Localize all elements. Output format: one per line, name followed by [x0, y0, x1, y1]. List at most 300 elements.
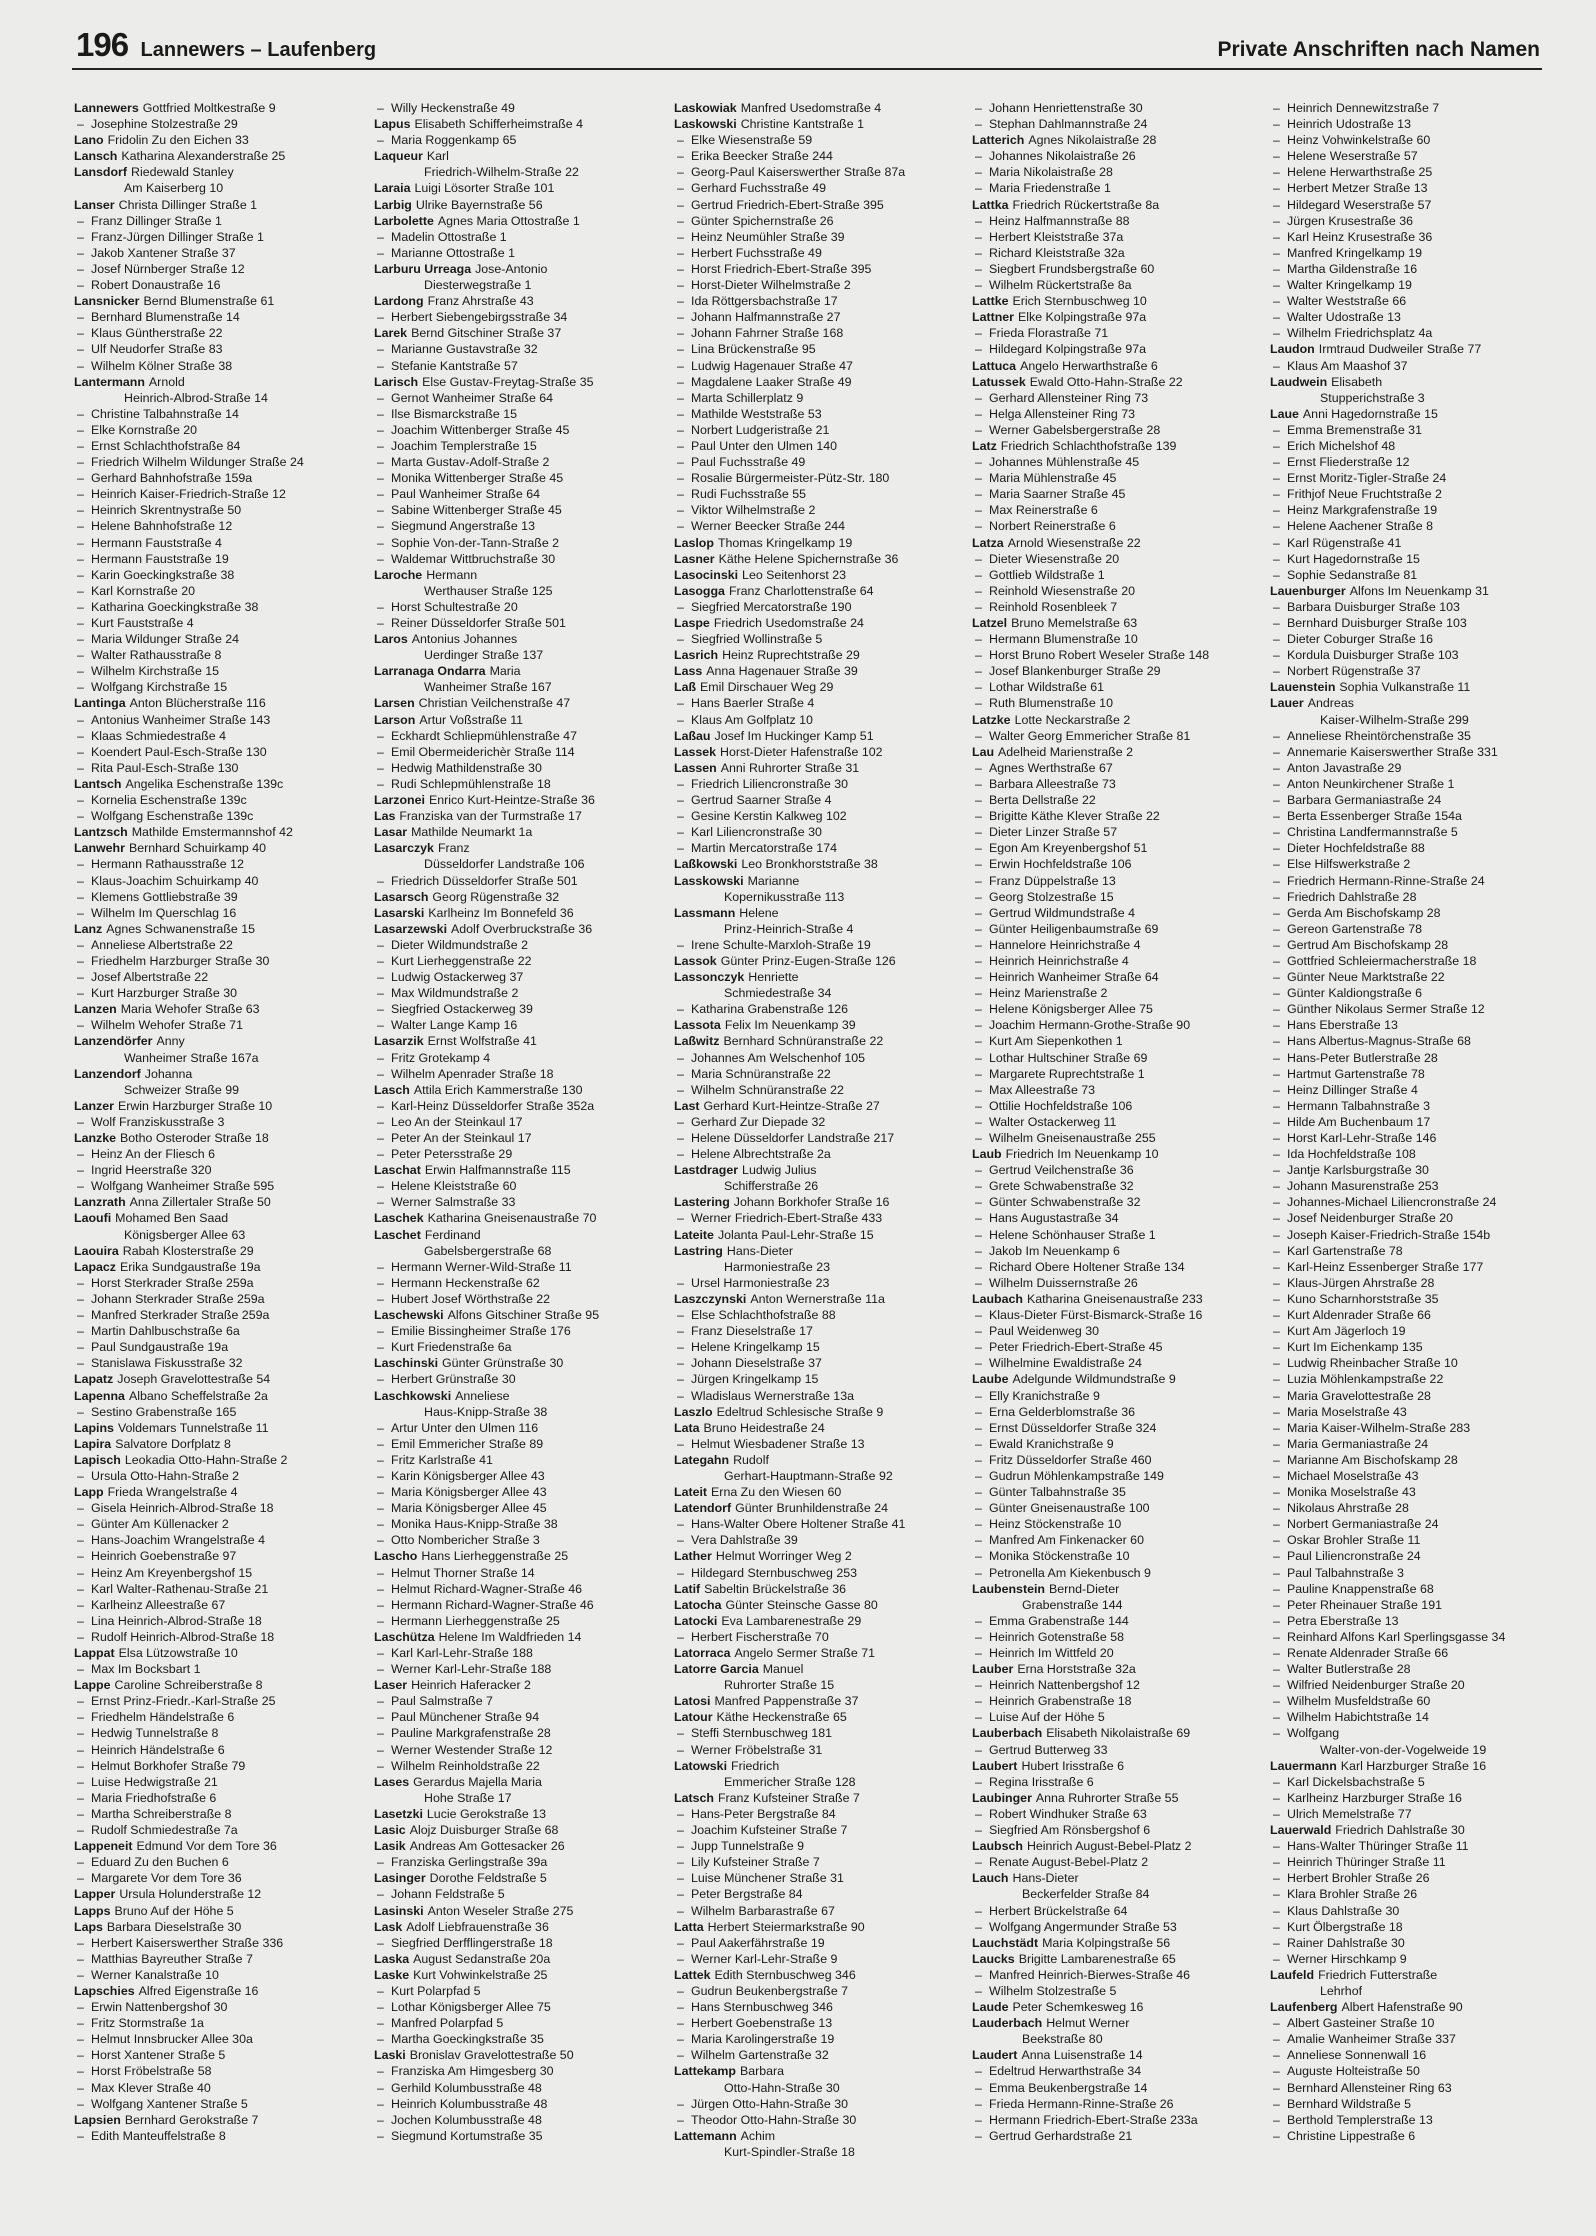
entry-text: Jürgen Otto-Hahn-Straße 30 — [691, 2096, 849, 2111]
entry-text: Maria Roggenkamp 65 — [391, 133, 517, 148]
entry-text: Heinz Halfmannstraße 88 — [989, 213, 1130, 228]
entry-text: Günter Kaldiongstraße 6 — [1287, 986, 1422, 1001]
dash-marker: – — [1273, 1790, 1280, 1805]
surname: Lasic — [374, 1823, 406, 1838]
person-entry — [1270, 808, 1560, 824]
surname: Laslop — [674, 535, 714, 550]
entry-text: Anna Hagenauer Straße 39 — [706, 664, 858, 679]
person-entry — [972, 1806, 1262, 1822]
person-entry — [1270, 454, 1560, 470]
entry-text: Luise Hedwigstraße 21 — [91, 1774, 218, 1789]
entry-text: Josef Im Huckinger Kamp 51 — [714, 728, 874, 743]
entry-text: Helmut Worringer Weg 2 — [715, 1549, 852, 1564]
person-entry — [972, 2080, 1262, 2096]
dash-marker: – — [77, 2096, 84, 2111]
entry-text: Maria Königsberger Allee 43 — [391, 1485, 547, 1500]
dash-marker: – — [77, 889, 84, 904]
surname: Latour — [674, 1710, 713, 1725]
entry-text: Manfred Usedomstraße 4 — [740, 101, 882, 115]
dash-marker: – — [1273, 1420, 1280, 1435]
person-entry — [1270, 1468, 1560, 1484]
dash-marker: – — [1273, 101, 1280, 115]
dash-marker: – — [377, 1275, 384, 1290]
surname: Lauderbach — [972, 2016, 1043, 2031]
entry-text: Luzia Möhlenkampstraße 22 — [1287, 1372, 1444, 1387]
surname-entry — [674, 1790, 964, 1806]
entry-text: Karl Dickelsbachstraße 5 — [1287, 1774, 1425, 1789]
dash-marker: – — [677, 696, 684, 711]
surname: Lasarzewski — [374, 921, 448, 936]
person-entry — [1270, 1371, 1560, 1387]
surname: Lauberbach — [972, 1726, 1043, 1741]
dash-marker: – — [77, 1629, 84, 1644]
dash-marker: – — [975, 648, 982, 663]
entry-text: Johannes Mühlenstraße 45 — [989, 455, 1140, 470]
entry-text: Thomas Kringelkamp 19 — [717, 535, 853, 550]
person-entry — [674, 2015, 964, 2031]
dash-marker: – — [975, 953, 982, 968]
surname: Laucks — [972, 1951, 1015, 1966]
dash-marker: – — [1273, 1485, 1280, 1500]
dash-marker: – — [77, 760, 84, 775]
dash-marker: – — [975, 970, 982, 985]
entry-text: Peter Friedrich-Ebert-Straße 45 — [989, 1340, 1163, 1355]
person-entry — [374, 2063, 664, 2079]
dash-marker: – — [377, 1710, 384, 1725]
entry-text: Marta Schillerplatz 9 — [691, 390, 804, 405]
person-entry — [74, 213, 364, 229]
person-entry — [674, 164, 964, 180]
person-entry — [1270, 2128, 1560, 2144]
dash-marker: – — [677, 406, 684, 421]
entry-text: Henriette — [748, 970, 799, 985]
dash-marker: – — [1273, 857, 1280, 872]
surname: Lanzendorf — [74, 1066, 141, 1081]
entry-text: Achim — [740, 2128, 776, 2143]
surname: Lantsch — [74, 776, 122, 791]
person-entry — [972, 1774, 1262, 1790]
entry-text: Herbert Grünstraße 30 — [391, 1372, 516, 1387]
person-entry — [1270, 1919, 1560, 1935]
person-entry — [374, 1130, 664, 1146]
person-entry — [1270, 1565, 1560, 1581]
person-entry — [674, 1210, 964, 1226]
person-entry — [374, 615, 664, 631]
dash-marker: – — [377, 1983, 384, 1998]
person-entry — [674, 197, 964, 213]
dash-marker: – — [975, 1002, 982, 1017]
dash-marker: – — [1273, 422, 1280, 437]
dash-marker: – — [77, 664, 84, 679]
surname-entry — [374, 663, 664, 679]
surname: Laske — [374, 1967, 410, 1982]
dash-marker: – — [77, 616, 84, 630]
surname-entry — [972, 293, 1262, 309]
entry-text: Antonius Johannes — [411, 632, 518, 647]
surname: Lantermann — [74, 374, 145, 389]
entry-text: Andreas Am Gottesacker 26 — [409, 1839, 565, 1854]
person-entry — [74, 1951, 364, 1967]
address-continuation — [74, 390, 364, 406]
person-entry — [1270, 551, 1560, 567]
entry-text: Bernhard Schnüranstraße 22 — [723, 1034, 884, 1049]
entry-text: Karl Karl-Lehr-Straße 188 — [391, 1646, 533, 1660]
person-entry — [74, 2015, 364, 2031]
dash-marker: – — [1273, 1839, 1280, 1854]
entry-text: Ilse Bismarckstraße 15 — [391, 406, 518, 421]
dash-marker: – — [1273, 937, 1280, 952]
person-entry — [374, 470, 664, 486]
person-entry — [674, 438, 964, 454]
dash-marker: – — [1273, 1887, 1280, 1902]
entry-text: Helene Königsberger Allee 75 — [989, 1002, 1153, 1017]
entry-text: Walter Weststraße 66 — [1287, 294, 1407, 309]
entry-text: Klara Brohler Straße 26 — [1287, 1887, 1418, 1902]
surname: Lantinga — [74, 696, 126, 711]
surname-entry — [972, 1725, 1262, 1741]
entry-text: Wilhelm Gneisenaustraße 255 — [989, 1131, 1156, 1145]
dash-marker: – — [1273, 1597, 1280, 1612]
entry-text: Kurt Fauststraße 4 — [91, 616, 194, 630]
surname-entry — [374, 1677, 664, 1693]
dash-marker: – — [975, 1179, 982, 1194]
surname: Lappeneit — [74, 1839, 133, 1854]
entry-text: Anton Weseler Straße 275 — [427, 1903, 574, 1918]
surname-entry — [674, 1548, 964, 1564]
dash-marker: – — [975, 390, 982, 405]
surname-entry — [972, 2015, 1262, 2031]
entry-text: Emil Obermeiderichèr Straße 114 — [391, 744, 575, 759]
entry-text: Reinhard Alfons Karl Sperlingsgasse 34 — [1287, 1629, 1506, 1644]
surname: Latocki — [674, 1613, 718, 1628]
person-entry — [374, 245, 664, 261]
entry-text: Klaus Güntherstraße 22 — [91, 326, 223, 341]
surname-entry — [74, 776, 364, 792]
entry-text: Dieter Linzer Straße 57 — [989, 825, 1118, 840]
person-entry — [972, 808, 1262, 824]
person-entry — [972, 937, 1262, 953]
entry-text: Herbert Metzer Straße 13 — [1287, 181, 1428, 196]
entry-text: Hans-Dieter — [1012, 1871, 1079, 1886]
person-entry — [1270, 1484, 1560, 1500]
person-entry — [1270, 213, 1560, 229]
surname-entry — [74, 1436, 364, 1452]
dash-marker: – — [975, 1066, 982, 1081]
person-entry — [374, 1001, 664, 1017]
entry-text: Klaus Am Maashof 37 — [1287, 358, 1408, 373]
entry-text: Paul Wanheimer Straße 64 — [391, 487, 540, 502]
surname: Laoufi — [74, 1211, 112, 1226]
person-entry — [374, 309, 664, 325]
dash-marker: – — [677, 1855, 684, 1870]
person-entry — [74, 969, 364, 985]
dash-marker: – — [975, 2112, 982, 2127]
entry-text: Heinz Marienstraße 2 — [989, 986, 1108, 1001]
dash-marker: – — [975, 455, 982, 470]
surname-entry — [674, 1227, 964, 1243]
entry-text: Gertrud Friedrich-Ebert-Straße 395 — [691, 197, 884, 212]
person-entry — [972, 1098, 1262, 1114]
person-entry — [374, 1339, 664, 1355]
dash-marker: – — [1273, 197, 1280, 212]
surname: Laschat — [374, 1163, 421, 1178]
dash-marker: – — [1273, 2080, 1280, 2095]
entry-text: August Sedanstraße 20a — [413, 1951, 551, 1966]
surname: Latocha — [674, 1597, 722, 1612]
surname-entry — [674, 1194, 964, 1210]
person-entry — [74, 856, 364, 872]
dash-marker: – — [677, 937, 684, 952]
surname-entry — [674, 679, 964, 695]
entry-text: Peter Schemkesweg 16 — [1012, 2000, 1144, 2015]
dash-marker: – — [77, 1823, 84, 1838]
entry-text: Agnes Werthstraße 67 — [989, 760, 1113, 775]
entry-text: Josef Neidenburger Straße 20 — [1287, 1211, 1453, 1226]
surname-entry — [74, 1645, 364, 1661]
surname: Larbig — [374, 197, 412, 212]
entry-text: Hans Eberstraße 13 — [1287, 1018, 1398, 1033]
surname-entry — [674, 856, 964, 872]
person-entry — [1270, 1838, 1560, 1854]
surname-entry — [972, 358, 1262, 374]
dash-marker: – — [77, 261, 84, 276]
surname: Lasner — [674, 551, 715, 566]
dash-marker: – — [1273, 1259, 1280, 1274]
surname-entry — [374, 213, 664, 229]
person-entry — [374, 1661, 664, 1677]
entry-text: Lotte Neckarstraße 2 — [1014, 712, 1131, 727]
dash-marker: – — [975, 1967, 982, 1982]
dash-marker: – — [77, 2128, 84, 2143]
person-entry — [374, 1098, 664, 1114]
dash-marker: – — [77, 278, 84, 293]
dash-marker: – — [1273, 535, 1280, 550]
entry-text: Elisabeth — [1331, 374, 1383, 389]
entry-text: Friedhelm Harzburger Straße 30 — [91, 953, 270, 968]
surname-entry — [674, 1581, 964, 1597]
entry-text: Erwin Halfmannstraße 115 — [424, 1163, 571, 1178]
surname-entry — [374, 808, 664, 824]
dash-marker: – — [377, 1533, 384, 1548]
surname-entry — [674, 2063, 964, 2079]
entry-text: Helene Weserstraße 57 — [1287, 149, 1418, 164]
surname: Lassok — [674, 953, 717, 968]
dash-marker: – — [677, 487, 684, 502]
dash-marker: – — [77, 1163, 84, 1178]
dash-marker: – — [377, 535, 384, 550]
entry-text: Michael Moselstraße 43 — [1287, 1468, 1419, 1483]
entry-text: Stanislawa Fiskusstraße 32 — [91, 1356, 243, 1371]
dash-marker: – — [975, 825, 982, 840]
surname-entry — [674, 1967, 964, 1983]
surname-entry — [972, 438, 1262, 454]
entry-text: Günter Brunhildenstraße 24 — [735, 1501, 889, 1516]
surname: Laubsch — [972, 1839, 1023, 1854]
person-entry — [674, 776, 964, 792]
dash-marker: – — [377, 1613, 384, 1628]
surname-entry — [674, 1613, 964, 1629]
entry-text: Heinz Am Kreyenbergshof 15 — [91, 1565, 253, 1580]
entry-text: Marianne Gustavstraße 32 — [391, 342, 538, 357]
entry-text: Else Schlachthofstraße 88 — [691, 1308, 836, 1323]
entry-text: Walter Georg Emmericher Straße 81 — [989, 728, 1191, 743]
surname-entry — [374, 1919, 664, 1935]
person-entry — [1270, 873, 1560, 889]
surname: Laßkowski — [674, 857, 738, 872]
entry-text: Bernhard Wildstraße 5 — [1287, 2096, 1411, 2111]
dash-marker: – — [677, 1517, 684, 1532]
entry-text: Gisela Heinrich-Albrod-Straße 18 — [91, 1501, 274, 1516]
entry-text: Brigitte Lambarenestraße 65 — [1018, 1951, 1176, 1966]
dash-marker: – — [377, 599, 384, 614]
entry-text: Helmut Werner — [1046, 2016, 1130, 2031]
address-continuation — [1270, 1983, 1560, 1999]
entry-text: Manfred Sterkrader Straße 259a — [91, 1308, 270, 1323]
entry-text: Hans Baerler Straße 4 — [691, 696, 815, 711]
dash-marker: – — [77, 1613, 84, 1628]
entry-text: Herbert Siebengebirgsstraße 34 — [391, 310, 568, 325]
person-entry — [1270, 1146, 1560, 1162]
dash-marker: – — [1273, 905, 1280, 920]
surname-entry — [972, 1999, 1262, 2015]
dash-marker: – — [77, 1758, 84, 1773]
person-entry — [1270, 1033, 1560, 1049]
person-entry — [374, 1597, 664, 1613]
entry-text: Manuel — [762, 1662, 804, 1677]
person-entry — [374, 1323, 664, 1339]
person-entry — [374, 1613, 664, 1629]
person-entry — [972, 1339, 1262, 1355]
dash-marker: – — [377, 1485, 384, 1500]
person-entry — [674, 1629, 964, 1645]
person-entry — [1270, 1323, 1560, 1339]
entry-text: Franz Düppelstraße 13 — [989, 873, 1116, 888]
person-entry — [972, 1114, 1262, 1130]
entry-text: Horst Schultestraße 20 — [391, 599, 518, 614]
person-entry — [972, 1388, 1262, 1404]
entry-text: Ursula Otto-Hahn-Straße 2 — [91, 1468, 240, 1483]
surname-entry — [1270, 1758, 1560, 1774]
surname: Lapira — [74, 1436, 112, 1451]
dash-marker: – — [677, 1340, 684, 1355]
dash-marker: – — [1273, 1356, 1280, 1371]
person-entry — [74, 1114, 364, 1130]
surname-entry — [374, 148, 664, 164]
surname-entry — [74, 100, 364, 116]
entry-text: Christine Kantstraße 1 — [740, 117, 864, 132]
surname-entry — [74, 197, 364, 213]
dash-marker: – — [677, 342, 684, 357]
entry-text: Franz-Jürgen Dillinger Straße 1 — [91, 229, 264, 244]
person-entry — [972, 647, 1262, 663]
dash-marker: – — [77, 487, 84, 502]
entry-text: Wilhelm Reinholdstraße 22 — [391, 1758, 540, 1773]
person-entry — [972, 679, 1262, 695]
surname: Laß — [674, 680, 697, 695]
person-entry — [972, 1919, 1262, 1935]
dash-marker: – — [77, 1597, 84, 1612]
page-range-title: Lannewers – Laufenberg — [140, 39, 377, 61]
entry-text: Schmiedestraße 34 — [724, 986, 832, 1001]
surname: Laube — [972, 1372, 1009, 1387]
entry-text: Emil Emmericher Straße 89 — [391, 1436, 544, 1451]
entry-text: Ingrid Heerstraße 320 — [91, 1163, 212, 1178]
person-entry — [74, 1548, 364, 1564]
surname: Lanzendörfer — [74, 1034, 153, 1049]
surname-entry — [74, 148, 364, 164]
surname: Lass — [674, 664, 703, 679]
dash-marker: – — [77, 1356, 84, 1371]
dash-marker: – — [77, 1147, 84, 1162]
entry-text: Franziska Am Himgesberg 30 — [391, 2064, 554, 2079]
person-entry — [972, 1436, 1262, 1452]
person-entry — [972, 148, 1262, 164]
entry-text: Helene Kleiststraße 60 — [391, 1179, 517, 1194]
dash-marker: – — [77, 970, 84, 985]
entry-text: Karin Goeckingkstraße 38 — [91, 567, 235, 582]
person-entry — [74, 1597, 364, 1613]
dash-marker: – — [1273, 1549, 1280, 1564]
entry-text: Erwin Hochfeldstraße 106 — [989, 857, 1132, 872]
person-entry — [74, 889, 364, 905]
entry-text: Georg Stolzestraße 15 — [989, 889, 1114, 904]
dash-marker: – — [1273, 1501, 1280, 1516]
person-entry — [374, 2080, 664, 2096]
person-entry — [74, 647, 364, 663]
dash-marker: – — [1273, 2064, 1280, 2079]
person-entry — [74, 1725, 364, 1741]
surname: Lansch — [74, 149, 118, 164]
dash-marker: – — [377, 1324, 384, 1339]
person-entry — [1270, 728, 1560, 744]
person-entry — [972, 341, 1262, 357]
entry-text: Reinhold Rosenbleek 7 — [989, 599, 1118, 614]
person-entry — [1270, 261, 1560, 277]
dash-marker: – — [677, 1388, 684, 1403]
dash-marker: – — [677, 1951, 684, 1966]
dash-marker: – — [77, 326, 84, 341]
person-entry — [1270, 1307, 1560, 1323]
entry-text: Joseph Kaiser-Friedrich-Straße 154b — [1287, 1227, 1491, 1242]
entry-text: Maria Gravelottestraße 28 — [1287, 1388, 1431, 1403]
entry-text: Klaus-Joachim Schuirkamp 40 — [91, 873, 259, 888]
entry-text: Adolf Liebfrauenstraße 36 — [406, 1919, 549, 1934]
entry-text: Hildegard Sternbuschweg 253 — [691, 1565, 858, 1580]
entry-text: Helmut Borkhofer Straße 79 — [91, 1758, 246, 1773]
entry-text: Anny — [156, 1034, 185, 1049]
person-entry — [74, 873, 364, 889]
entry-text: Josef Nürnberger Straße 12 — [91, 261, 245, 276]
person-entry — [374, 454, 664, 470]
entry-text: Helga Allensteiner Ring 73 — [989, 406, 1136, 421]
entry-text: Maria Kolpingstraße 56 — [1042, 1935, 1171, 1950]
surname: Lassek — [674, 744, 717, 759]
entry-text: Wolfgang Xantener Straße 5 — [91, 2096, 248, 2111]
person-entry — [972, 1355, 1262, 1371]
surname: Lattner — [972, 310, 1014, 325]
dash-marker: – — [975, 728, 982, 743]
surname-entry — [74, 695, 364, 711]
entry-text: Kaiser-Wilhelm-Straße 299 — [1320, 712, 1469, 727]
entry-text: Elke Kolpingstraße 97a — [1018, 310, 1147, 325]
entry-text: Hubert Josef Wörthstraße 22 — [391, 1291, 551, 1306]
entry-text: Gerardus Majella Maria — [413, 1774, 542, 1789]
dash-marker: – — [1273, 744, 1280, 759]
person-entry — [674, 1725, 964, 1741]
person-entry — [74, 1307, 364, 1323]
dash-marker: – — [677, 197, 684, 212]
person-entry — [1270, 1790, 1560, 1806]
